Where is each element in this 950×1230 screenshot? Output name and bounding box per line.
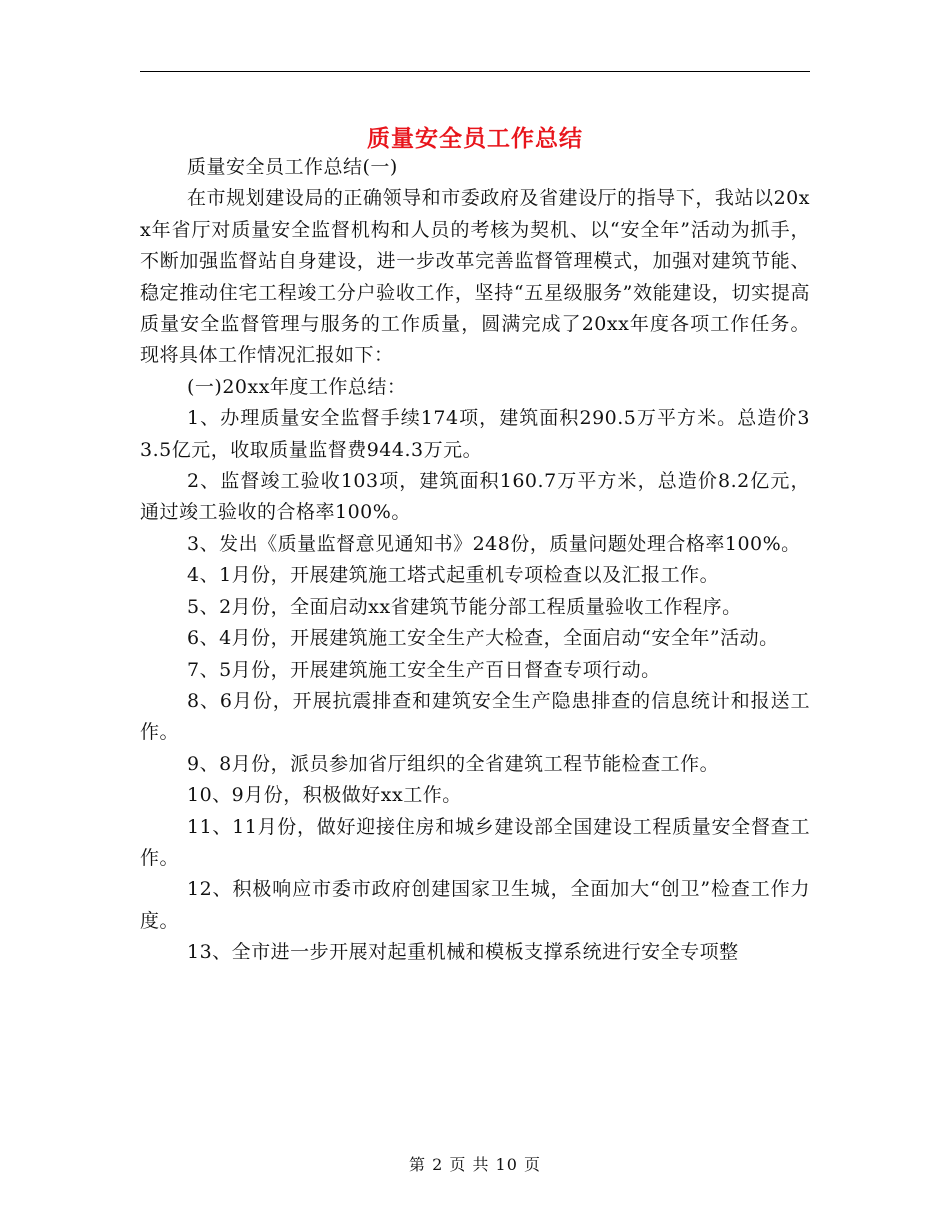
document-body bbox=[140, 152, 810, 969]
paragraph-section-heading: (一)20xx年度工作总结： bbox=[187, 375, 407, 398]
paragraph-item: 6、4月份，开展建筑施工安全生产大检查，全面启动“安全年”活动。 bbox=[187, 627, 779, 650]
paragraph-item: 9、8月份，派员参加省厅组织的全省建筑工程节能检查工作。 bbox=[187, 752, 720, 775]
document-title: 质量安全员工作总结 bbox=[367, 125, 583, 153]
paragraph-item: 10、9月份，积极做好xx工作。 bbox=[187, 784, 462, 807]
paragraph-subtitle: 质量安全员工作总结(一) bbox=[187, 156, 398, 178]
paragraph-item: 13、全市进一步开展对起重机械和模板支撑系统进行安全专项整 bbox=[187, 941, 739, 964]
paragraph-item: 11、11月份，做好迎接住房和城乡建设部全国建设工程质量安全督查工作。 bbox=[140, 815, 810, 869]
paragraph-item: 3、发出《质量监督意见通知书》248份，质量问题处理合格率100%。 bbox=[187, 532, 801, 555]
paragraph-item: 5、2月份，全面启动xx省建筑节能分部工程质量验收工作程序。 bbox=[187, 595, 742, 618]
page-number-footer: 第 2 页 共 10 页 bbox=[409, 1155, 541, 1174]
paragraph-item: 2、监督竣工验收103项，建筑面积160.7万平方米，总造价8.2亿元，通过竣工验收的合格率100%。 bbox=[140, 470, 810, 524]
paragraph-item: 8、6月份，开展抗震排查和建筑安全生产隐患排查的信息统计和报送工作。 bbox=[140, 689, 810, 744]
paragraph-intro: 在市规划建设局的正确领导和市委政府及省建设厅的指导下，我站以20xx年省厅对质量安全监督机构和人员的考核为契机、以“安全年”活动为抓手，不断加强监督站自身建设，进一步改革完善监督管理模式，加强对建筑节能、稳定推动住宅工程竣工分户验收工作，坚持“五星级服务”效能建设，切实提高质量安全监督管理与服务的工作质量，圆满完成了20xx年度各项工作任务。现将具体工作情况汇报如下： bbox=[140, 187, 810, 367]
paragraph-item: 12、积极响应市委市政府创建国家卫生城，全面加大“创卫”检查工作力度。 bbox=[140, 878, 810, 932]
paragraph-item: 7、5月份，开展建筑施工安全生产百日督查专项行动。 bbox=[187, 658, 661, 681]
paragraph-item: 4、1月份，开展建筑施工塔式起重机专项检查以及汇报工作。 bbox=[187, 564, 720, 587]
paragraph-item: 1、办理质量安全监督手续174项，建筑面积290.5万平方米。总造价33.5亿元，收取质量监督费944.3万元。 bbox=[140, 407, 810, 461]
header-rule bbox=[140, 71, 810, 72]
